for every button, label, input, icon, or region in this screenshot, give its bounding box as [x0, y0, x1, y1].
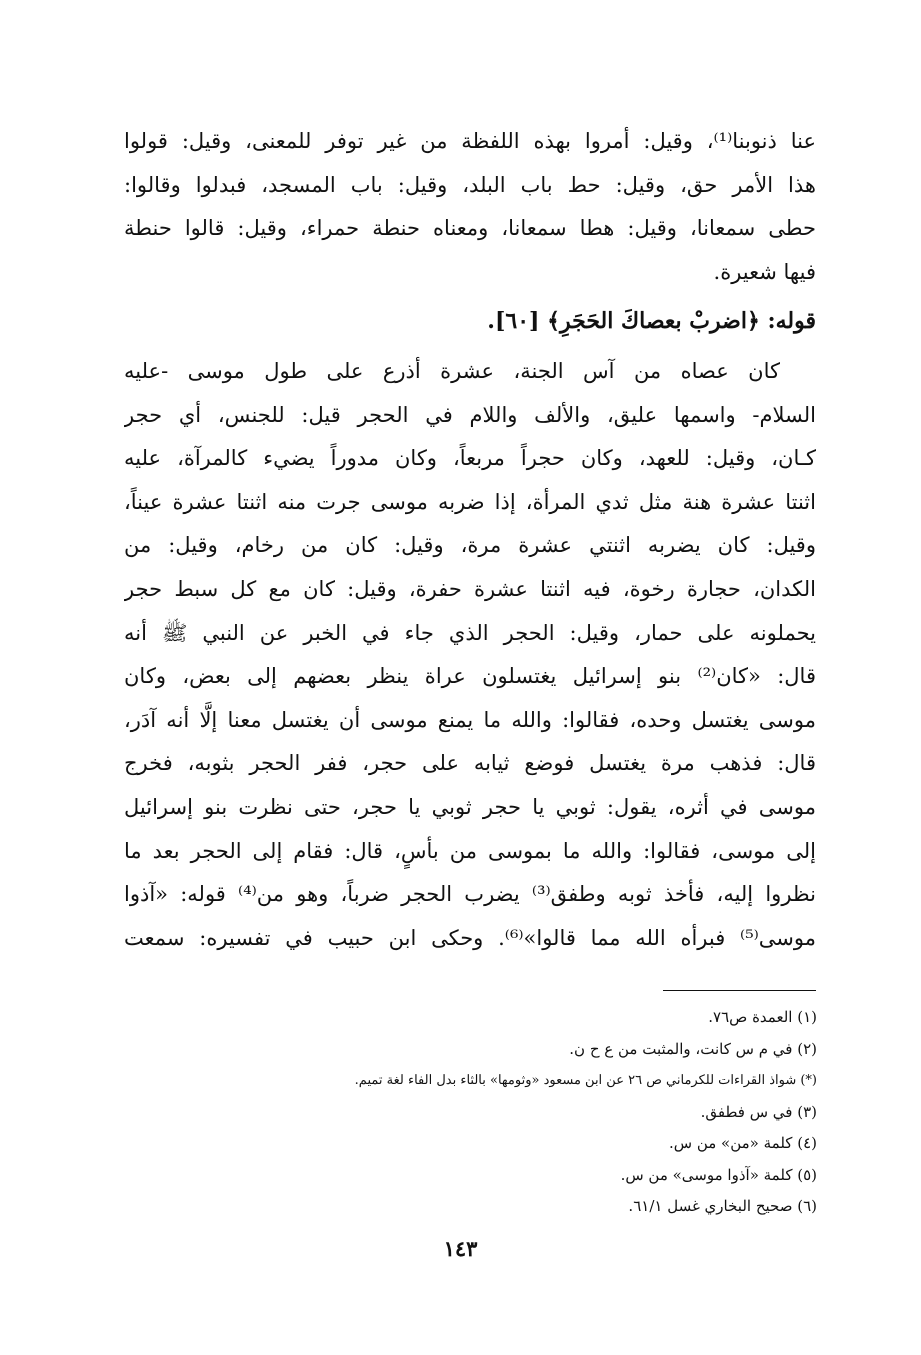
text-line: كـان، وقيل: للعهد، وكان حجراً مربعاً، وكان مدوراً يضيء كالمرآة، عليه — [124, 446, 816, 471]
text-line: هذا الأمر حق، وقيل: حط باب البلد، وقيل: باب المسجد، فبدلوا وقالوا: — [124, 172, 816, 197]
text-line: موسى في أثره، يقول: ثوبي يا حجر ثوبي يا حجر، حتى نظرت بنو إسرائيل — [124, 794, 816, 819]
text-line: قال: فذهب مرة يغتسل فوضع ثيابه على حجر، ففر الحجر بثوبه، فخرج — [124, 751, 816, 776]
page-number: ١٤٣ — [443, 1236, 478, 1261]
verse-heading: قوله: ﴿اضربْ بعصاكَ الحَجَرِ﴾ [٦٠]. — [487, 308, 816, 335]
footnote-separator — [663, 990, 816, 991]
text-line: موسى يغتسل وحده، فقالوا: والله ما يمنع موسى أن يغتسل معنا إلَّا أنه آدَر، — [124, 707, 816, 732]
footnote: (١) العمدة ص٧٦. — [708, 1008, 817, 1026]
main-text — [124, 120, 816, 960]
text-line: الكدان، حجارة رخوة، فيه اثنتا عشرة حفرة، وقيل: كان مع كل سبط حجر — [124, 576, 816, 601]
footnote: (٥) كلمة «آذوا موسى» من س. — [620, 1165, 817, 1184]
footnote: (٢) في م س كانت، والمثبت من ع ح ن. — [569, 1039, 817, 1058]
text-line: إلى موسى، فقالوا: والله ما بموسى من بأسٍ، قال: فقام إلى الحجر بعد ما — [124, 838, 816, 863]
text-line: موسى⁽⁵⁾ فبرأه الله مما قالوا»⁽⁶⁾. وحكى ابن حبيب في تفسيره: سمعت — [124, 925, 816, 950]
footnote: (*) شواذ القراءات للكرماني ص ٢٦ عن ابن مسعود «وثومها» بالثاء بدل الفاء لغة تميم. — [354, 1073, 817, 1088]
text-line: حطى سمعانا، وقيل: هطا سمعانا، ومعناه حنطة حمراء، وقيل: قالوا حنطة — [124, 216, 816, 241]
text-line: نظروا إليه، فأخذ ثوبه وطفق⁽³⁾ يضرب الحجر ضرباً، وهو من⁽⁴⁾ قوله: «آذوا — [124, 882, 816, 907]
text-line: كان عصاه من آس الجنة، عشرة أذرع على طول موسى -عليه — [124, 358, 780, 383]
text-line: السلام- واسمها عليق، والألف واللام في الحجر قيل: للجنس، أي حجر — [124, 402, 816, 427]
paragraph-1 — [124, 120, 816, 294]
footnote: (٦) صحيح البخاري غسل ٦١/١. — [628, 1197, 817, 1215]
footnote: (٤) كلمة «من» من س. — [668, 1134, 817, 1152]
paragraph-2 — [124, 350, 816, 960]
text-line: يحملونه على حمار، وقيل: الحجر الذي جاء في الخبر عن النبي ﷺ أنه — [124, 620, 816, 645]
text-line: فيها شعيرة. — [713, 259, 816, 284]
footnote: (٣) في س فطفق. — [700, 1102, 817, 1121]
footnotes — [257, 1002, 817, 1223]
text-line: عنا ذنوبنا⁽¹⁾، وقيل: أمروا بهذه اللفظة من غير توفر للمعنى، وقيل: قولوا — [124, 129, 816, 153]
text-line: اثنتا عشرة هنة مثل ثدي المرأة، إذا ضربه موسى جرت منه اثنتا عشرة عيناً، — [124, 489, 816, 514]
text-line: قال: «كان⁽²⁾ بنو إسرائيل يغتسلون عراة ينظر بعضهم إلى بعض، وكان — [124, 664, 816, 689]
text-line: وقيل: كان يضربه اثنتي عشرة مرة، وقيل: كان من رخام، وقيل: من — [124, 533, 816, 558]
